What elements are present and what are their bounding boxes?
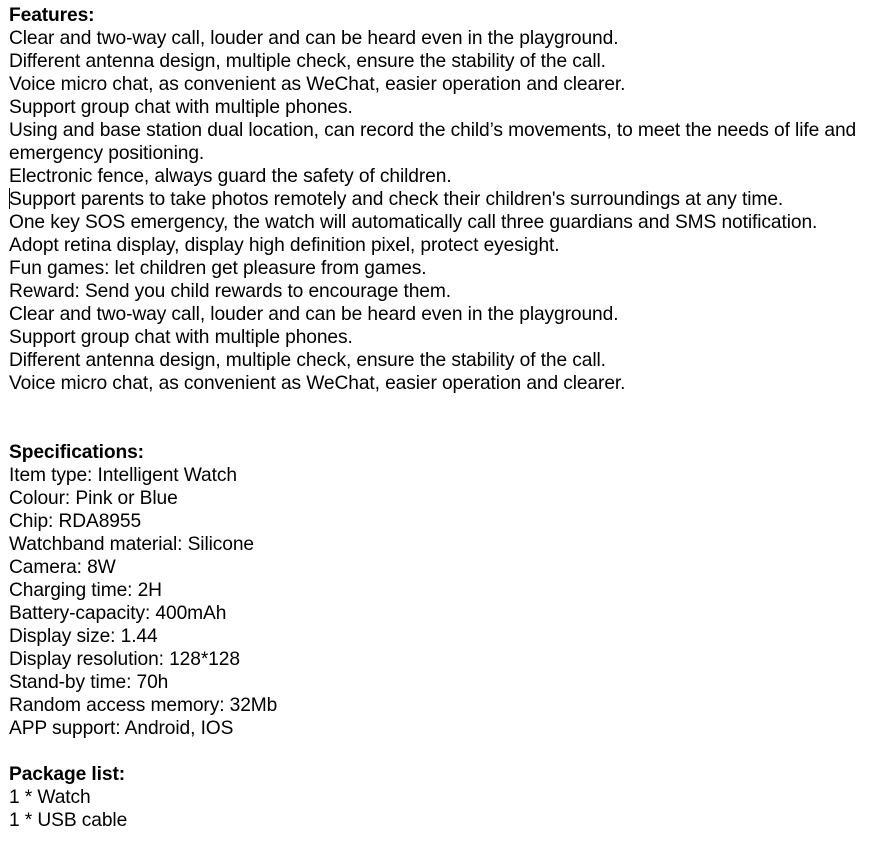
spec-item: Stand-by time: 70h <box>9 672 169 693</box>
specifications-heading: Specifications: <box>9 442 144 463</box>
feature-item: Using and base station dual location, can record the child’s movements, to meet the needs of life and emergency positioning. <box>9 120 857 164</box>
package-heading: Package list: <box>9 764 126 785</box>
feature-item: Support parents to take photos remotely and check their children's surroundings at any time. <box>9 189 784 210</box>
blank-line <box>9 395 867 418</box>
feature-item: Voice micro chat, as convenient as WeChat, easier operation and clearer. <box>9 373 626 394</box>
feature-item: One key SOS emergency, the watch will automatically call three guardians and SMS notification. <box>9 212 818 233</box>
feature-item: Different antenna design, multiple check, ensure the stability of the call. <box>9 51 606 72</box>
spec-item: Camera: 8W <box>9 557 116 578</box>
specifications-list <box>9 464 867 740</box>
spec-item: Chip: RDA8955 <box>9 511 142 532</box>
package-item: 1 * USB cable <box>9 810 128 831</box>
features-heading: Features: <box>9 5 95 26</box>
spec-item: Watchband material: Silicone <box>9 534 254 555</box>
feature-item: Voice micro chat, as convenient as WeChat, easier operation and clearer. <box>9 74 626 95</box>
blank-line <box>9 418 867 441</box>
feature-item: Adopt retina display, display high definition pixel, protect eyesight. <box>9 235 560 256</box>
document-body <box>9 4 867 832</box>
package-list <box>9 786 867 832</box>
feature-item-with-caret[interactable] <box>9 188 867 211</box>
spec-item: Display resolution: 128*128 <box>9 649 240 670</box>
feature-item: Clear and two-way call, louder and can be heard even in the playground. <box>9 304 619 325</box>
spec-item: Display size: 1.44 <box>9 626 158 647</box>
spec-item: Colour: Pink or Blue <box>9 488 178 509</box>
feature-item: Different antenna design, multiple check, ensure the stability of the call. <box>9 350 606 371</box>
spec-item: Item type: Intelligent Watch <box>9 465 237 486</box>
blank-line <box>9 740 867 763</box>
feature-item: Fun games: let children get pleasure from games. <box>9 258 427 279</box>
package-item: 1 * Watch <box>9 787 91 808</box>
spec-item: Battery-capacity: 400mAh <box>9 603 227 624</box>
feature-item: Reward: Send you child rewards to encourage them. <box>9 281 451 302</box>
spec-item: Charging time: 2H <box>9 580 162 601</box>
feature-item: Electronic fence, always guard the safety of children. <box>9 166 452 187</box>
feature-item: Clear and two-way call, louder and can be heard even in the playground. <box>9 28 619 49</box>
text-cursor <box>9 188 10 209</box>
spec-item: APP support: Android, IOS <box>9 718 234 739</box>
spec-item: Random access memory: 32Mb <box>9 695 278 716</box>
feature-item: Support group chat with multiple phones. <box>9 327 353 348</box>
feature-item: Support group chat with multiple phones. <box>9 97 353 118</box>
features-list <box>9 27 867 395</box>
